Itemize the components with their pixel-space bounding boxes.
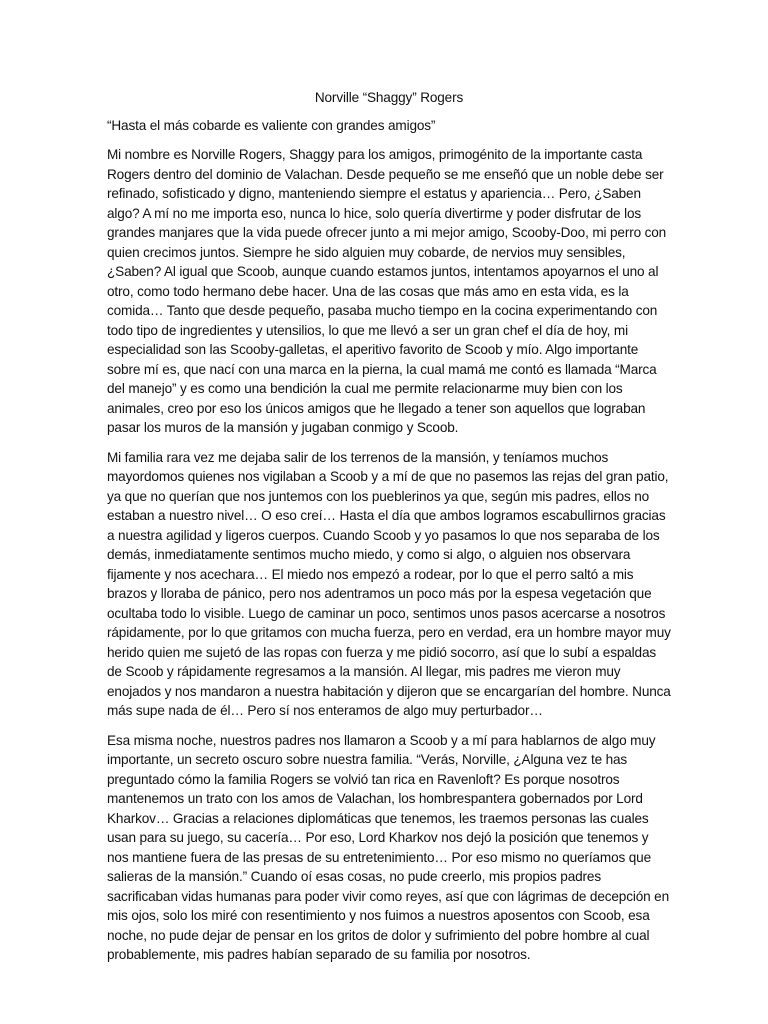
paragraph-2: Mi familia rara vez me dejaba salir de los terrenos de la mansión, y teníamos muchos mayordomos quienes nos vigilaban a Scoob y a mí de que no pasemos las rejas del gran patio, ya que no querían que nos juntemos con los pueblerinos ya que, según mis padres, ellos no estaban a nuestro nivel… O eso creí… Hasta el día que ambos logramos escabullirnos gracias a nuestra agilidad y ligeros cuerpos. Cuando Scoob y yo pasamos lo que nos separaba de los demás, inmediatamente sentimos mucho miedo, y como si algo, o alguien nos observara fijamente y nos acechara… El miedo nos empezó a rodear, por lo que el perro saltó a mis brazos y lloraba de pánico, pero nos adentramos un poco más por la espesa vegetación que ocultaba todo lo visible. Luego de caminar un poco, sentimos unos pasos acercarse a nosotros rápidamente, por lo que gritamos con mucha fuerza, pero en verdad, era un hombre mayor muy herido quien me sujetó de las ropas con fuerza y me pidió socorro, así que lo subí a espaldas de Scoob y rápidamente regresamos a la mansión. Al llegar, mis padres me vieron muy enojados y nos mandaron a nuestra habitación y dijeron que se encargarían del hombre. Nunca más supe nada de él… Pero sí nos enteramos de algo muy perturbador… — [107, 449, 671, 718]
paragraph-3: Esa misma noche, nuestros padres nos llamaron a Scoob y a mí para hablarnos de algo muy importante, un secreto oscuro sobre nuestra familia. “Verás, Norville, ¿Alguna vez te has preguntado cómo la familia Rogers se volvió tan rica en Ravenloft? Es porque nosotros mantenemos un trato con los amos de Valachan, los hombrespantera gobernados por Lord Kharkov… Gracias a relaciones diplomáticas que tenemos, les traemos personas las cuales usan para su juego, su cacería… Por eso, Lord Kharkov nos dejó la posición que tenemos y nos mantiene fuera de las presas de su entretenimiento… Por eso mismo no queríamos que salieras de la mansión.” Cuando oí esas cosas, no pude creerlo, mis propios padres sacrificaban vidas humanas para poder vivir como reyes, así que con lágrimas de decepción en mis ojos, solo los miré con resentimiento y nos fuimos a nuestros aposentos con Scoob, esa noche, no pude dejar de pensar en los gritos de dolor y sufrimiento del pobre hombre al cual probablemente, mis padres habían separado de su familia por nosotros. — [107, 732, 669, 962]
document-title: Norville “Shaggy” Rogers — [314, 90, 464, 105]
document-page — [107, 88, 671, 975]
epigraph-quote: “Hasta el más cobarde es valiente con grandes amigos” — [107, 117, 436, 133]
paragraph-1: Mi nombre es Norville Rogers, Shaggy para los amigos, primogénito de la importante casta Rogers dentro del dominio de Valachan. Desde pequeño se me enseñó que un noble debe ser refinado, sofisticado y digno, manteniendo siempre el estatus y apariencia… Pero, ¿Saben algo? A mí no me importa eso, nunca lo hice, solo quería divertirme y poder disfrutar de los grandes manjares que la vida puede ofrecer junto a mi mejor amigo, Scooby-Doo, mi perro con quien crecimos juntos. Siempre he sido alguien muy cobarde, de nervios muy sensibles, ¿Saben? Al igual que Scoob, aunque cuando estamos juntos, intentamos apoyarnos el uno al otro, como todo hermano debe hacer. Una de las cosas que más amo en esta vida, es la comida… Tanto que desde pequeño, pasaba mucho tiempo en la cocina experimentando con todo tipo de ingredientes y utensilios, lo que me llevó a ser un gran chef el día de hoy, mi especialidad son las Scooby-galletas, el aperitivo favorito de Scoob y mío. Algo importante sobre mí es, que nací con una marca en la pierna, la cual mamá me contó es llamada “Marca del manejo” y es como una bendición la cual me permite relacionarme muy bien con los animales, creo por eso los únicos amigos que he llegado a tener son aquellos que lograban pasar los muros de la mansión y jugaban conmigo y Scoob. — [107, 147, 667, 435]
